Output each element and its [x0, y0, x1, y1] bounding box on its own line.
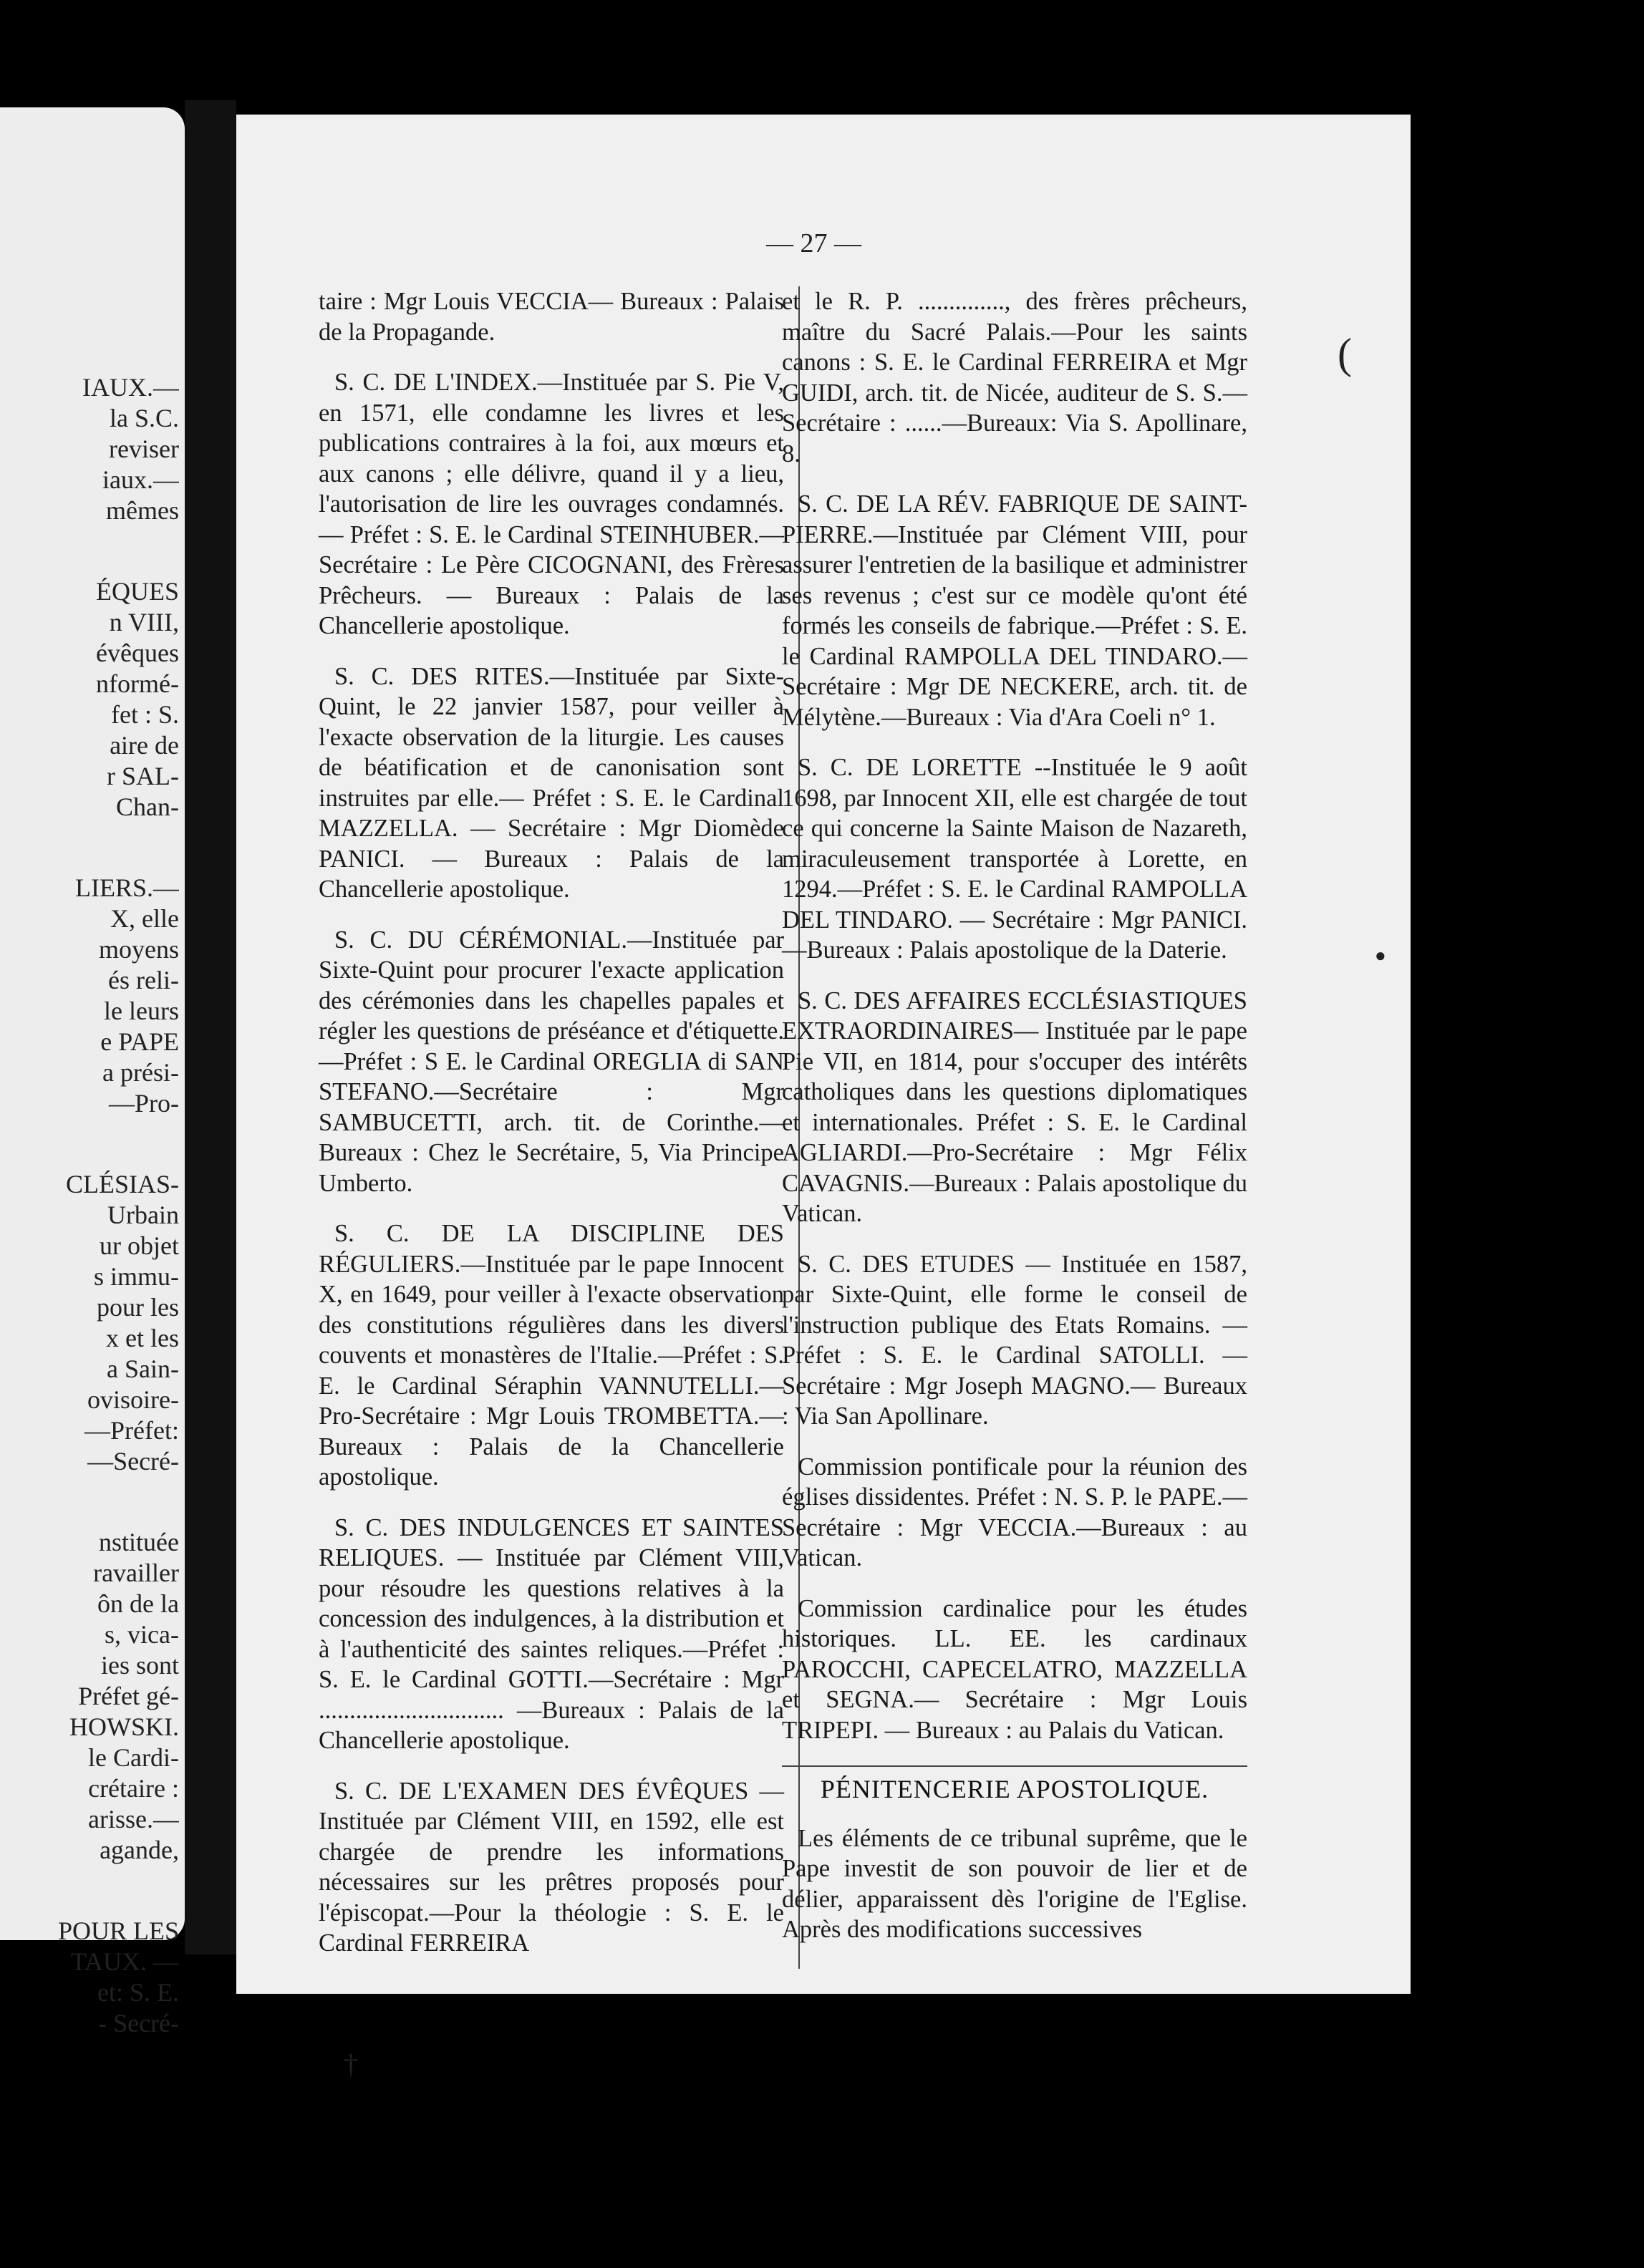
entry-ceremonial: S. C. DU CÉRÉMONIAL.—Instituée par Sixte-Quint pour procurer l'exacte application des cérémonies dans les chapelles papales et régler les questions de préséance et d'étiquette. —Préfet : S E. le Cardinal OREGLIA di SAN STEFANO.—Secrétaire : Mgr SAMBUCETTI, arch. tit. de Corinthe.— Bureaux : Chez le Secrétaire, 5, Via Principe Umberto. — [319, 926, 784, 1197]
left-strip-line: la S.C. — [109, 404, 179, 432]
book-gutter — [185, 100, 236, 1954]
left-strip-line: reviser — [109, 435, 179, 463]
left-strip-line: ies sont — [100, 1651, 179, 1680]
left-strip-line: ur objet — [100, 1231, 179, 1260]
left-strip-line: Préfet gé- — [78, 1682, 179, 1710]
left-strip-gap — [0, 1866, 179, 1916]
left-strip-line: nstituée — [99, 1528, 179, 1556]
entry-affaires-ecclesiastiques: S. C. DES AFFAIRES ECCLÉSIASTIQUES EXTRAORDINAIRES— Instituée par le pape Pie VII, en 1814, pour s'occuper des intérêts catholiques dans les questions diplomatiques et internationales. Préfet : S. E. le Cardinal AGLIARDI.—Pro-Secrétaire : Mgr Félix CAVAGNIS.—Bureaux : Palais apostolique du Vatican. — [782, 987, 1247, 1227]
right-column — [782, 286, 1247, 1965]
left-strip-line: n VIII, — [109, 608, 179, 636]
left-strip-line: s, vica- — [105, 1620, 179, 1649]
entry-etudes: S. C. DES ETUDES — Instituée en 1587, par Sixte-Quint, elle forme le conseil de l'instruction publique des Etats Romains. — Préfet : S. E. le Cardinal SATOLLI. — Secrétaire : Mgr Joseph MAGNO.— Bureaux : Via San Apollinare. — [782, 1250, 1247, 1430]
left-strip-line: crétaire : — [88, 1774, 179, 1803]
left-strip-line: —Secré- — [87, 1447, 179, 1475]
section-heading: PÉNITENCERIE APOSTOLIQUE. — [782, 1765, 1247, 1805]
entry-examen-eveques-end: et le R. P. .............., des frères prêcheurs, maître du Sacré Palais.—Pour les saints canons : S. E. le Cardinal FERREIRA et Mgr GUIDI, arch. tit. de Nicée, auditeur de S. S.—Secrétaire : ......—Bureaux: Via S. Apollinare, 8. — [782, 288, 1247, 467]
left-strip-line: le leurs — [104, 997, 179, 1025]
left-strip-line: e PAPE — [100, 1027, 179, 1056]
page-number: — 27 — — [766, 228, 861, 258]
left-strip-line: a Sain- — [107, 1354, 179, 1383]
left-strip-line: ovisoire- — [87, 1385, 179, 1414]
left-strip-line: CLÉSIAS- — [65, 1170, 179, 1198]
section-penitencerie-text: Les éléments de ce tribunal suprême, que le Pape investit de son pouvoir de lier et de délier, apparaissent dès l'origine de l'Eglise. Après des modifications successives — [782, 1824, 1247, 1943]
left-strip-line: moyens — [99, 935, 179, 964]
left-strip-line: - Secré- — [98, 2009, 179, 2037]
entry-discipline-reguliers: S. C. DE LA DISCIPLINE DES RÉGULIERS.—Instituée par le pape Innocent X, en 1649, pour veiller à l'exacte observation des constitutions régulières dans les divers couvents et monastères de l'Italie.—Préfet : S. E. le Cardinal Séraphin VANNUTELLI.— Pro-Secrétaire : Mgr Louis TROMBETTA.—Bureaux : Palais de la Chancellerie apostolique. — [319, 1220, 784, 1491]
entry-rites: S. C. DES RITES.—Instituée par Sixte-Quint, le 22 janvier 1587, pour veiller à l'exacte observation de la liturgie. Les causes de béatification et de canonisation sont instruites par elle.— Préfet : S. E. le Cardinal MAZZELLA. — Secrétaire : Mgr Diomède PANICI. — Bureaux : Palais de la Chancellerie apostolique. — [319, 662, 784, 903]
left-strip-line: arisse.— — [88, 1805, 179, 1833]
left-strip-line: és reli- — [108, 966, 179, 994]
left-strip-line: x et les — [106, 1324, 179, 1352]
left-strip-line: Chan- — [116, 793, 179, 821]
left-strip-line: X, elle — [110, 904, 179, 933]
entry-commission-historique: Commission cardinalice pour les études historiques. LL. EE. les cardinaux PAROCCHI, CAPECELATRO, MAZZELLA et SEGNA.— Secrétaire : Mgr Louis TRIPEPI. — Bureaux : au Palais du Vatican. — [782, 1594, 1247, 1744]
left-strip-line: HOWSKI. — [69, 1712, 179, 1741]
left-strip-line: nformé- — [96, 669, 179, 698]
left-strip-line: r SAL- — [107, 762, 179, 790]
left-column — [319, 286, 784, 1979]
left-strip-line: agande, — [100, 1836, 179, 1864]
margin-dot-mark: ● — [1375, 945, 1386, 966]
left-strip-line: mêmes — [106, 496, 179, 525]
left-page-text — [0, 372, 179, 2039]
entry-propagande-end: taire : Mgr Louis VECCIA— Bureaux : Palais de la Propagande. — [319, 288, 784, 346]
left-strip-line: et: S. E. — [97, 1978, 179, 2007]
left-strip-line: fet : S. — [111, 700, 179, 729]
left-strip-line: POUR LES — [57, 1916, 179, 1945]
left-strip-line: iaux.— — [102, 465, 179, 494]
left-strip-line: Urbain — [107, 1201, 179, 1229]
left-strip-line: s immu- — [93, 1262, 179, 1291]
entry-commission-eglises: Commission pontificale pour la réunion des églises dissidentes. Préfet : N. S. P. le PAPE.—Secrétaire : Mgr VECCIA.—Bureaux : au Vatican. — [782, 1453, 1247, 1571]
left-strip-line: a prési- — [102, 1058, 179, 1087]
left-strip-gap — [0, 1477, 179, 1527]
left-strip-line: LIERS.— — [74, 873, 179, 902]
left-strip-line: —Préfet: — [84, 1416, 179, 1445]
left-strip-line: évêques — [96, 639, 179, 667]
left-strip-line: —Pro- — [109, 1089, 179, 1118]
entry-examen-eveques: S. C. DE L'EXAMEN DES ÉVÊQUES — Instituée par Clément VIII, en 1592, elle est chargée de prendre les informations nécessaires sur les prêtres proposés pour l'épiscopat.—Pour la théologie : S. E. le Cardinal FERREIRA — [319, 1777, 784, 1957]
left-strip-line: ÉQUES — [96, 577, 179, 606]
left-strip-line: ravailler — [93, 1559, 179, 1587]
left-strip-line: IAUX.— — [82, 373, 179, 402]
bottom-stain-mark: † — [344, 2048, 358, 2080]
left-strip-gap — [0, 823, 179, 873]
left-strip-line: ôn de la — [97, 1589, 179, 1618]
left-strip-gap — [0, 526, 179, 576]
entry-lorette: S. C. DE LORETTE --Instituée le 9 août 1698, par Innocent XII, elle est chargée de tout ce qui concerne la Sainte Maison de Nazareth, miraculeusement transportée à Lorette, en 1294.—Préfet : S. E. le Cardinal RAMPOLLA DEL TINDARO. — Secrétaire : Mgr PANICI.—Bureaux : Palais apostolique de la Daterie. — [782, 754, 1247, 964]
left-strip-line: le Cardi- — [88, 1743, 179, 1772]
entry-indulgences: S. C. DES INDULGENCES ET SAINTES RELIQUES. — Instituée par Clément VIII, pour résoudre les questions relatives à la concession des indulgences, à la distribution et à l'authenticité des saintes reliques.—Préfet : S. E. le Cardinal GOTTI.—Secrétaire : Mgr .............................. —Bureaux : Palais de la Chancellerie apostolique. — [319, 1513, 784, 1754]
entry-index: S. C. DE L'INDEX.—Instituée par S. Pie V, en 1571, elle condamne les livres et les publications contraires à la foi, aux mœurs et aux canons ; elle délivre, quand il y a lieu, l'autorisation de lire les ouvrages condamnés. — Préfet : S. E. le Cardinal STEINHUBER.— Secrétaire : Le Père CICOGNANI, des Frères Prêcheurs. — Bureaux : Palais de la Chancellerie apostolique. — [319, 369, 784, 639]
left-strip-line: TAUX. — — [70, 1947, 179, 1976]
left-strip-gap — [0, 1119, 179, 1169]
left-strip-line: pour les — [97, 1293, 179, 1322]
left-strip-line: aire de — [110, 731, 179, 760]
entry-fabrique-saint-pierre: S. C. DE LA RÉV. FABRIQUE DE SAINT-PIERRE.—Instituée par Clément VIII, pour assurer l'entretien de la basilique et administrer ses revenus ; c'est sur ce modèle qu'ont été formés les conseils de fabrique.—Préfet : S. E. le Cardinal RAMPOLLA DEL TINDARO.— Secrétaire : Mgr DE NECKERE, arch. tit. de Mélytène.—Bureaux : Via d'Ara Coeli n° 1. — [782, 490, 1247, 731]
margin-bracket-mark: ( — [1338, 330, 1352, 377]
